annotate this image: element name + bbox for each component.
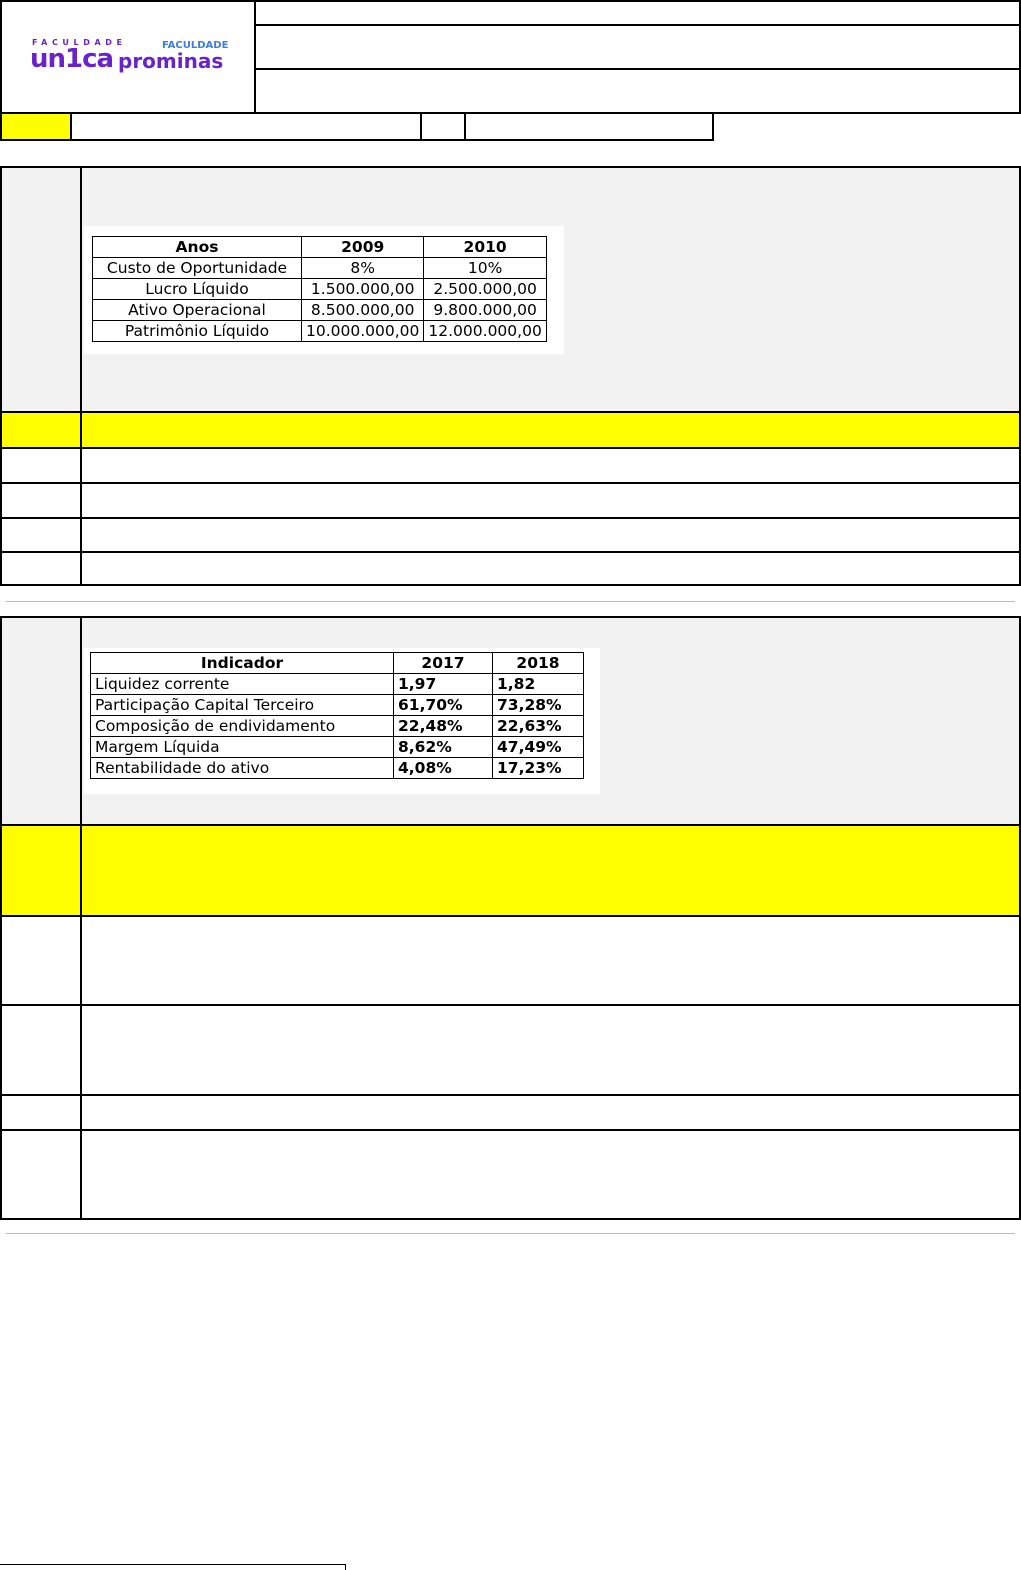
option-row[interactable] — [2, 449, 1019, 484]
table-image-2 — [84, 648, 600, 794]
option-row[interactable] — [2, 1006, 1019, 1096]
table-cell: 73,28% — [493, 695, 584, 716]
question-2-prompt — [2, 826, 1019, 917]
table-cell: 9.800.000,00 — [424, 300, 546, 321]
question-2 — [0, 616, 1021, 1220]
option-letter-cell — [2, 1131, 82, 1218]
indicator-table — [90, 652, 584, 779]
option-row[interactable] — [2, 484, 1019, 519]
table-cell: 1.500.000,00 — [302, 279, 424, 300]
table-cell: Patrimônio Líquido — [93, 321, 302, 342]
table-cell: Ativo Operacional — [93, 300, 302, 321]
option-row[interactable] — [2, 553, 1019, 584]
table-header-cell: 2018 — [493, 653, 584, 674]
table-cell: 4,08% — [394, 758, 493, 779]
info-label-cell-2 — [420, 114, 466, 141]
table-cell: Liquidez corrente — [91, 674, 394, 695]
table-row — [91, 716, 584, 737]
table-cell: 17,23% — [493, 758, 584, 779]
option-row[interactable] — [2, 1096, 1019, 1131]
info-value-field[interactable] — [464, 114, 714, 141]
option-letter-cell — [2, 917, 82, 1004]
student-name-field[interactable] — [70, 114, 422, 141]
option-row[interactable] — [2, 519, 1019, 553]
table-cell: 1,82 — [493, 674, 584, 695]
table-header-cell: 2017 — [394, 653, 493, 674]
table-cell: 22,63% — [493, 716, 584, 737]
logo-text-unica: un1ca — [30, 44, 114, 74]
table-cell: 61,70% — [394, 695, 493, 716]
table-header-cell: Indicador — [91, 653, 394, 674]
table-row — [93, 258, 547, 279]
table-cell: 12.000.000,00 — [424, 321, 546, 342]
table-header-row — [93, 237, 547, 258]
table-header-row — [91, 653, 584, 674]
financial-table-1 — [92, 236, 547, 342]
option-row[interactable] — [2, 917, 1019, 1006]
option-letter-cell — [2, 1096, 82, 1129]
header-divider-2 — [256, 68, 1021, 70]
table-cell: Margem Líquida — [91, 737, 394, 758]
question-1 — [0, 166, 1021, 586]
table-row — [91, 674, 584, 695]
table-cell: 47,49% — [493, 737, 584, 758]
table-row — [93, 321, 547, 342]
table-image-1 — [84, 226, 564, 354]
footer-line-tick — [345, 1564, 346, 1570]
table-row — [93, 300, 547, 321]
option-letter-cell — [2, 1006, 82, 1094]
table-cell: 8.500.000,00 — [302, 300, 424, 321]
option-letter-cell — [2, 519, 82, 551]
table-cell: Custo de Oportunidade — [93, 258, 302, 279]
option-letter-cell — [2, 449, 82, 482]
header-divider-1 — [256, 24, 1021, 26]
option-row[interactable] — [2, 1131, 1019, 1218]
prompt-number-cell — [2, 413, 82, 447]
logo-text-faculdade-right: FACULDADE — [162, 40, 229, 51]
question-separator — [6, 601, 1015, 602]
institution-logo — [32, 38, 232, 78]
question-1-statement — [2, 168, 1019, 413]
table-row — [91, 695, 584, 716]
table-cell: 10.000.000,00 — [302, 321, 424, 342]
logo-text-prominas: prominas — [118, 49, 224, 73]
table-row — [91, 758, 584, 779]
table-cell: Composição de endividamento — [91, 716, 394, 737]
table-cell: 8,62% — [394, 737, 493, 758]
table-cell: 2.500.000,00 — [424, 279, 546, 300]
option-letter-cell — [2, 553, 82, 584]
table-cell: 10% — [424, 258, 546, 279]
option-letter-cell — [2, 484, 82, 517]
info-label-cell — [0, 114, 72, 141]
table-cell: 8% — [302, 258, 424, 279]
logo-text-faculdade: FACULDADE — [32, 38, 127, 47]
question-1-prompt — [2, 413, 1019, 449]
footer-line — [0, 1564, 345, 1565]
prompt-number-cell — [2, 826, 82, 915]
table-cell: 22,48% — [394, 716, 493, 737]
table-row — [91, 737, 584, 758]
question-number-cell — [2, 168, 82, 411]
table-cell: 1,97 — [394, 674, 493, 695]
question-2-statement — [2, 618, 1019, 826]
table-header-cell: 2009 — [302, 237, 424, 258]
table-row — [93, 279, 547, 300]
table-cell: Rentabilidade do ativo — [91, 758, 394, 779]
question-number-cell — [2, 618, 82, 824]
table-cell: Lucro Líquido — [93, 279, 302, 300]
table-header-cell: Anos — [93, 237, 302, 258]
table-header-cell: 2010 — [424, 237, 546, 258]
question-separator — [6, 1233, 1015, 1234]
table-cell: Participação Capital Terceiro — [91, 695, 394, 716]
